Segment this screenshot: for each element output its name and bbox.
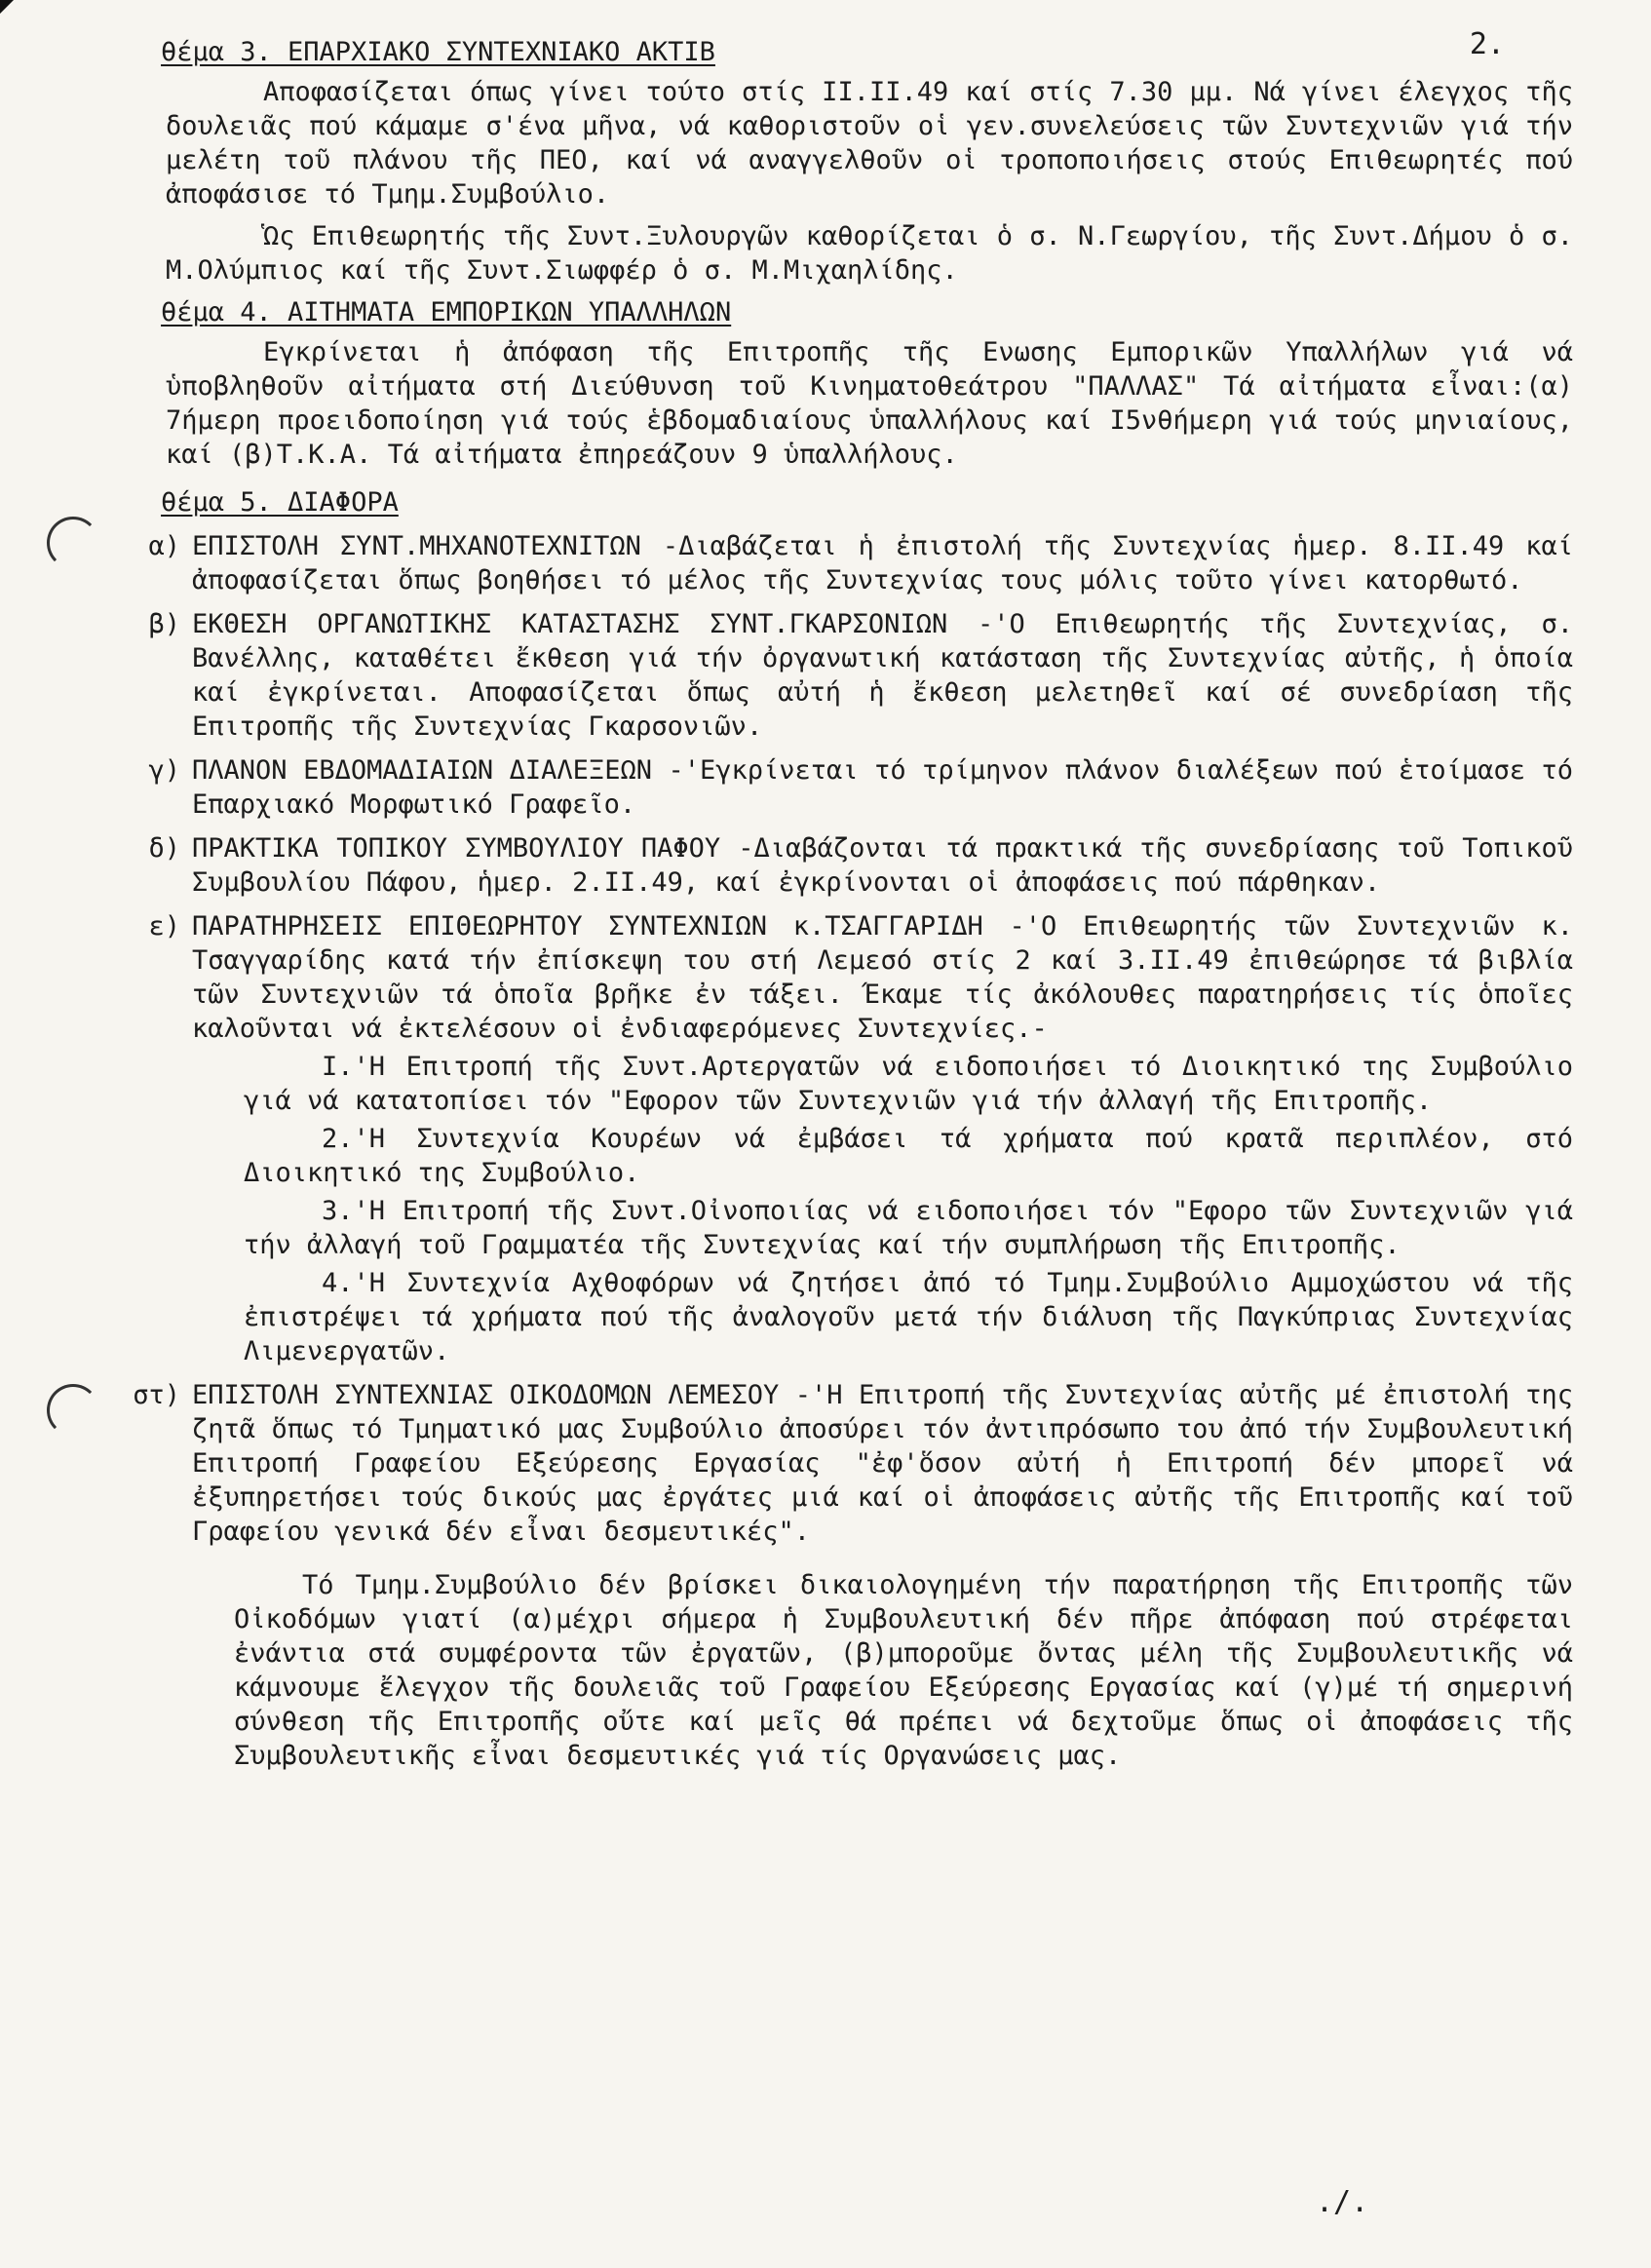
corner-mark xyxy=(0,0,14,14)
list-item xyxy=(107,909,1573,1046)
paragraph: Εγκρίνεται ἡ ἀπόφαση τῆς Επιτροπῆς τῆς Ενωσης Εμπορικῶν Υπαλλήλων γιά νά ὑποβληθοῦν αἰτήματα στή Διεύθυνση τοῦ Κινηματοθεάτρου "ΠΑΛΛΑΣ" Τά αἰτήματα εἶναι:(α) 7ήμερη προειδοποίηση γιά τούς ἑβδομαδιαίους ὑπαλλήλους καί Ι5νθήμερη γιά τούς μηνιαίους, καί (β)Τ.Κ.Α. Τά αἰτήματα ἐπηρεάζουν 9 ὑπαλλήλους. xyxy=(166,337,1573,470)
item-text: ΠΛΑΝΟΝ ΕΒΔΟΜΑΔΙΑΙΩΝ ΔΙΑΛΕΞΕΩΝ -'Εγκρίνεται τό τρίμηνον πλάνον διαλέξεων πού ἑτοίμασε τό Επαρχιακό Μορφωτικό Γραφεῖο. xyxy=(192,755,1573,820)
item-letter: α) xyxy=(148,531,180,561)
observation: 2.'Η Συντεχνία Κουρέων νά ἐμβάσει τά χρήματα πού κρατᾶ περιπλέον, στό Διοικητικό της Συμβούλιο. xyxy=(244,1124,1573,1188)
punch-hole-mark xyxy=(47,517,99,569)
list-item xyxy=(107,831,1573,900)
item-letter: ε) xyxy=(148,911,180,942)
page-number: 2. xyxy=(1469,27,1505,61)
section-heading: θέμα 5. ΔΙΑΦΟΡΑ xyxy=(161,487,399,518)
list-item xyxy=(107,529,1573,597)
section-heading: θέμα 3. ΕΠΑΡΧΙΑΚΟ ΣΥΝΤΕΧΝΙΑΚΟ ΑΚΤΙΒ xyxy=(161,37,715,67)
item-letter: β) xyxy=(148,609,180,639)
item-letter: στ) xyxy=(133,1380,180,1410)
item-text: ΠΡΑΚΤΙΚΑ ΤΟΠΙΚΟΥ ΣΥΜΒΟΥΛΙΟΥ ΠΑΦΟΥ -Διαβάζονται τά πρακτικά τῆς συνεδρίασης τοῦ Τοπικοῦ Συμβουλίου Πάφου, ἡμερ. 2.ΙΙ.49, καί ἐγκρίνονται οἱ ἀποφάσεις πού πάρθηκαν. xyxy=(192,833,1573,898)
paragraph: Αποφασίζεται όπως γίνει τούτο στίς ΙΙ.ΙΙ.49 καί στίς 7.30 μμ. Νά γίνει έλεγχος τῆς δουλειᾶς πού κάμαμε σ'ένα μῆνα, νά καθοριστοῦν οἱ γεν.συνελεύσεις τῶν Συντεχνιῶν γιά τήν μελέτη τοῦ πλάνου τῆς ΠΕΟ, καί νά αναγγελθοῦν οἱ τροποποιήσεις στούς Επιθεωρητές πού ἀποφάσισε τό Τμημ.Συμβούλιο. xyxy=(166,77,1573,210)
item-letter: δ) xyxy=(148,833,180,864)
observation: Ι.'Η Επιτροπή τῆς Συντ.Αρτεργατῶν νά ειδοποιήσει τό Διοικητικό της Συμβούλιο γιά νά κατατοπίσει τόν "Εφορον τῶν Συντεχνιῶν γιά τήν ἀλλαγή τῆς Επιτροπῆς. xyxy=(244,1052,1573,1116)
board-paragraph: Τό Τμημ.Συμβούλιο δέν βρίσκει δικαιολογημένη τήν παρατήρηση τῆς Επιτροπῆς τῶν Οἰκοδόμων γιατί (α)μέχρι σήμερα ἡ Συμβουλευτική δέν πῆρε ἀπόφαση πού στρέφεται ἐνάντια στά συμφέροντα τῶν ἐργατῶν, (β)μποροῦμε ὄντας μέλη τῆς Συμβουλευτικῆς νά κάμνουμε ἔλεγχον τῆς δουλειᾶς τοῦ Γραφείου Εξεύρεσης Εργασίας καί (γ)μέ τή σημερινή σύνθεση τῆς Επιτροπῆς οὔτε καί μεῖς θά πρέπει νά δεχτοῦμε ὅπως οἱ ἀποφάσεις τῆς Συμβουλευτικῆς εἶναι δεσμευτικές γιά τίς Οργανώσεις μας. xyxy=(234,1570,1573,1771)
observation: 4.'Η Συντεχνία Αχθοφόρων νά ζητήσει ἀπό τό Τμημ.Συμβούλιο Αμμοχώστου νά τῆς ἐπιστρέψει τά χρήματα πού τῆς ἀναλογοῦν μετά τήν διάλυση τῆς Παγκύπριας Συντεχνίας Λιμενεργατῶν. xyxy=(244,1268,1573,1366)
paragraph: Ὡς Επιθεωρητής τῆς Συντ.Ξυλουργῶν καθορίζεται ὁ σ. Ν.Γεωργίου, τῆς Συντ.Δήμου ὁ σ. Μ.Ολύμπιος καί τῆς Συντ.Σιωφφέρ ὁ σ. Μ.Μιχαηλίδης. xyxy=(166,221,1573,286)
list-item xyxy=(107,1378,1573,1549)
list-item xyxy=(107,607,1573,744)
item-text: ΠΑΡΑΤΗΡΗΣΕΙΣ ΕΠΙΘΕΩΡΗΤΟΥ ΣΥΝΤΕΧΝΙΩΝ κ.ΤΣΑΓΓΑΡΙΔΗ -'Ο Επιθεωρητής τῶν Συντεχνιῶν κ. Τσαγγαρίδης κατά τήν ἐπίσκεψη του στή Λεμεσό στίς 2 καί 3.ΙΙ.49 ἐπιθεώρησε τά βιβλία τῶν Συντεχνιῶν τά ὁποῖα βρῆκε ἐν τάξει. Έκαμε τίς ἀκόλουθες παρατηρήσεις τίς ὁποῖες καλοῦνται νά ἐκτελέσουν οἱ ἐνδιαφερόμενες Συντεχνίες.- xyxy=(192,911,1573,1044)
item-text: ΕΠΙΣΤΟΛΗ ΣΥΝΤ.ΜΗΧΑΝΟΤΕΧΝΙΤΩΝ -Διαβάζεται ἡ ἐπιστολή τῆς Συντεχνίας ἡμερ. 8.ΙΙ.49 καί ἀποφασίζεται ὅπως βοηθήσει τό μέλος τῆς Συντεχνίας τους μόλις τοῦτο γίνει κατορθωτό. xyxy=(192,531,1573,596)
observation: 3.'Η Επιτροπή τῆς Συντ.Οἰνοποιίας νά ειδοποιήσει τόν "Εφορο τῶν Συντεχνιῶν γιά τήν ἀλλαγή τοῦ Γραμματέα τῆς Συντεχνίας καί τήν συμπλήρωση τῆς Επιτροπῆς. xyxy=(244,1196,1573,1260)
continuation-mark: ./. xyxy=(1316,2185,1369,2219)
item-text: ΕΚΘΕΣΗ ΟΡΓΑΝΩΤΙΚΗΣ ΚΑΤΑΣΤΑΣΗΣ ΣΥΝΤ.ΓΚΑΡΣΟΝΙΩΝ -'Ο Επιθεωρητής τῆς Συντεχνίας, σ. Βανέλλης, καταθέτει ἔκθεση γιά τήν ὀργανωτική κατάσταση τῆς Συντεχνίας αὐτῆς, ἡ ὁποία καί ἐγκρίνεται. Αποφασίζεται ὅπως αὐτή ἡ ἔκθεση μελετηθεῖ καί σέ συνεδρίαση τῆς Επιτροπῆς τῆς Συντεχνίας Γκαρσονιῶν. xyxy=(192,609,1573,742)
section-heading: θέμα 4. ΑΙΤΗΜΑΤΑ ΕΜΠΟΡΙΚΩΝ ΥΠΑΛΛΗΛΩΝ xyxy=(161,297,732,327)
punch-hole-mark xyxy=(47,1384,99,1437)
list-item xyxy=(107,753,1573,822)
item-letter: γ) xyxy=(148,755,180,786)
item-text: ΕΠΙΣΤΟΛΗ ΣΥΝΤΕΧΝΙΑΣ ΟΙΚΟΔΟΜΩΝ ΛΕΜΕΣΟΥ -'Η Επιτροπή τῆς Συντεχνίας αὐτῆς μέ ἐπιστολή της ζητᾶ ὅπως τό Τμηματικό μας Συμβούλιο ἀποσύρει τόν ἀντιπρόσωπο του ἀπό τήν Συμβουλευτική Επιτροπή Γραφείου Εξεύρεσης Εργασίας "ἐφ'ὅσον αὐτή ἡ Επιτροπή δέν μπορεῖ νά ἐξυπηρετήσει τούς δικούς μας ἐργάτες μιά καί οἱ ἀποφάσεις αὐτῆς τῆς Επιτροπῆς καί τοῦ Γραφείου γενικά δέν εἶναι δεσμευτικές". xyxy=(192,1380,1573,1547)
